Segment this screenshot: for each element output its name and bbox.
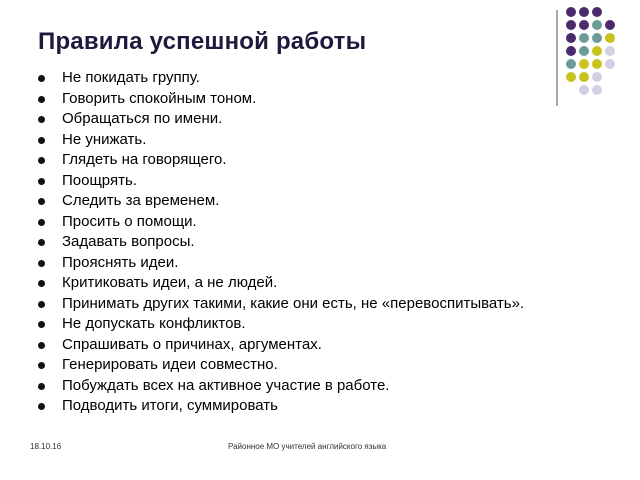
decor-dot (592, 59, 602, 69)
decor-dot (566, 46, 576, 56)
decor-dot (566, 7, 576, 17)
list-item (38, 253, 524, 274)
list-item-text: Не допускать конфликтов. (62, 315, 246, 332)
bullet-icon (38, 96, 45, 103)
list-item (38, 150, 524, 171)
list-item-text: Говорить спокойным тоном. (62, 89, 257, 107)
bullet-icon (38, 362, 45, 369)
list-item-text: Просить о помощи. (62, 212, 197, 230)
list-item-text: Генерировать идеи совместно. (62, 356, 278, 373)
decor-dot (605, 20, 615, 30)
bullet-icon (38, 301, 45, 308)
bullet-icon (38, 178, 45, 185)
rules-list (38, 68, 524, 417)
bullet-icon (38, 383, 45, 390)
decor-dot (579, 59, 589, 69)
decor-dot (566, 33, 576, 43)
bullet-icon (38, 116, 45, 123)
list-item (38, 355, 524, 376)
list-item-text: Не унижать. (62, 130, 147, 148)
footer-text: Районное МО учителей английского языка (228, 442, 387, 451)
decor-dot (579, 20, 589, 30)
decor-dot (592, 85, 602, 95)
list-item-text: Обращаться по имени. (62, 110, 223, 127)
list-item (38, 130, 524, 151)
list-item-text: Критиковать идеи, а не людей. (62, 274, 278, 291)
bullet-icon (38, 239, 45, 246)
list-item-text: Принимать других такими, какие они есть, не «перевоспитывать». (62, 294, 525, 312)
list-item-text: Побуждать всех на активное участие в работе. (62, 376, 390, 394)
decor-dot (605, 59, 615, 69)
decor-dot (605, 33, 615, 43)
list-item (38, 171, 524, 192)
decor-dot (605, 46, 615, 56)
bullet-icon (38, 157, 45, 164)
decorative-divider (556, 10, 558, 106)
list-item (38, 68, 524, 89)
bullet-icon (38, 219, 45, 226)
footer-date: 18.10.16 (30, 442, 62, 451)
bullet-icon (38, 137, 45, 144)
list-item-text: Не покидать группу. (62, 69, 200, 86)
list-item-text: Подводить итоги, суммировать (62, 397, 278, 414)
list-item (38, 294, 524, 315)
list-item (38, 273, 524, 294)
decor-dot (579, 7, 589, 17)
list-item (38, 335, 524, 356)
bullet-icon (38, 75, 45, 82)
list-item (38, 396, 524, 417)
list-item-text: Глядеть на говорящего. (62, 151, 227, 168)
list-item (38, 212, 524, 233)
list-item (38, 191, 524, 212)
decor-dot (566, 72, 576, 82)
bullet-icon (38, 198, 45, 205)
bullet-icon (38, 342, 45, 349)
decor-dot (566, 20, 576, 30)
list-item-text: Прояснять идеи. (62, 253, 179, 271)
decor-dot (592, 7, 602, 17)
list-item-text: Поощрять. (62, 171, 137, 189)
decor-dot (579, 72, 589, 82)
decor-dot (592, 33, 602, 43)
list-item (38, 89, 524, 110)
list-item (38, 376, 524, 397)
decor-dot (592, 20, 602, 30)
list-item (38, 314, 524, 335)
bullet-icon (38, 321, 45, 328)
decor-dot (579, 33, 589, 43)
decor-dot (579, 85, 589, 95)
decor-dot (579, 46, 589, 56)
decor-dot (592, 46, 602, 56)
slide-title: Правила успешной работы (38, 28, 367, 55)
decor-dot (566, 59, 576, 69)
list-item-text: Спрашивать о причинах, аргументах. (62, 335, 322, 353)
decor-dot (592, 72, 602, 82)
list-item (38, 232, 524, 253)
bullet-icon (38, 403, 45, 410)
list-item-text: Следить за временем. (62, 192, 220, 209)
list-item-text: Задавать вопросы. (62, 233, 195, 250)
bullet-icon (38, 280, 45, 287)
bullet-icon (38, 260, 45, 267)
list-item (38, 109, 524, 130)
